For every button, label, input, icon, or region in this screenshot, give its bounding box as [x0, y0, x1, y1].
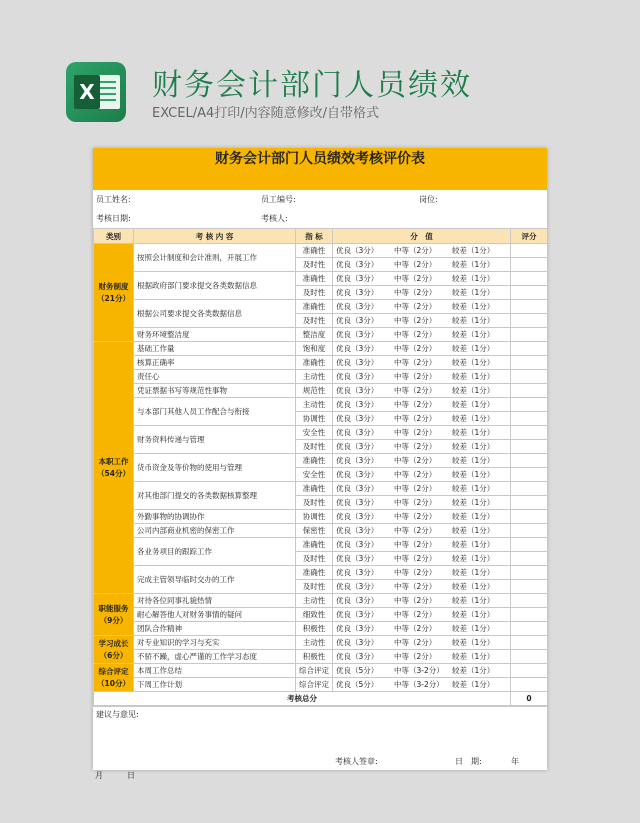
points-option: 较差（1分） — [452, 344, 495, 353]
indicator-cell: 及时性 — [296, 258, 333, 272]
indicator-cell: 细致性 — [296, 608, 333, 622]
header-category: 类别 — [94, 229, 134, 244]
table-header-row — [94, 229, 548, 244]
indicator-cell: 准确性 — [296, 454, 333, 468]
employee-id-label[interactable]: 员工编号: — [261, 195, 296, 204]
indicator-cell: 主动性 — [296, 398, 333, 412]
indicator-cell: 主动性 — [296, 594, 333, 608]
points-option: 中等（2分） — [394, 386, 437, 395]
points-cell — [333, 482, 511, 496]
score-cell[interactable] — [511, 496, 548, 510]
points-option: 较差（1分） — [452, 666, 495, 675]
points-cell — [333, 384, 511, 398]
header-points: 分 值 — [333, 229, 511, 244]
table-row — [94, 636, 548, 650]
indicator-cell: 及时性 — [296, 580, 333, 594]
indicator-cell: 综合评定 — [296, 664, 333, 678]
points-option: 优良（3分） — [336, 498, 379, 507]
points-option: 中等（2分） — [394, 638, 437, 647]
points-option: 中等（2分） — [394, 484, 437, 493]
content-cell: 下周工作计划 — [134, 678, 296, 692]
score-cell[interactable] — [511, 412, 548, 426]
points-cell — [333, 622, 511, 636]
table-row — [94, 510, 548, 524]
score-cell[interactable] — [511, 370, 548, 384]
points-option: 优良（3分） — [336, 386, 379, 395]
points-option: 优良（3分） — [336, 638, 379, 647]
points-option: 较差（1分） — [452, 484, 495, 493]
score-cell[interactable] — [511, 440, 548, 454]
points-option: 中等（3-2分） — [394, 666, 444, 675]
points-option: 较差（1分） — [452, 302, 495, 311]
header-indicator: 指 标 — [296, 229, 333, 244]
points-cell — [333, 342, 511, 356]
score-cell[interactable] — [511, 468, 548, 482]
points-option: 优良（3分） — [336, 358, 379, 367]
table-row — [94, 328, 548, 342]
points-option: 中等（2分） — [394, 288, 437, 297]
points-option: 中等（2分） — [394, 624, 437, 633]
points-option: 较差（1分） — [452, 540, 495, 549]
score-cell[interactable] — [511, 258, 548, 272]
points-cell — [333, 300, 511, 314]
points-cell — [333, 440, 511, 454]
indicator-cell: 主动性 — [296, 636, 333, 650]
table-row — [94, 538, 548, 552]
points-cell — [333, 678, 511, 692]
points-option: 优良（3分） — [336, 302, 379, 311]
points-cell — [333, 566, 511, 580]
points-option: 中等（2分） — [394, 610, 437, 619]
total-label: 考核总分 — [94, 692, 511, 706]
points-option: 较差（1分） — [452, 372, 495, 381]
points-cell — [333, 636, 511, 650]
table-row — [94, 482, 548, 496]
post-label[interactable]: 岗位: — [419, 195, 438, 204]
indicator-cell: 准确性 — [296, 356, 333, 370]
table-row — [94, 622, 548, 636]
indicator-cell: 准确性 — [296, 272, 333, 286]
points-option: 中等（2分） — [394, 316, 437, 325]
points-option: 优良（5分） — [336, 680, 379, 689]
content-cell: 公司内部商业机密的保密工作 — [134, 524, 296, 538]
score-cell[interactable] — [511, 510, 548, 524]
year-label: 年 — [511, 757, 519, 766]
score-cell[interactable] — [511, 314, 548, 328]
points-cell — [333, 272, 511, 286]
points-option: 中等（2分） — [394, 540, 437, 549]
category-cell: 财务制度 （21分） — [94, 244, 134, 342]
points-option: 中等（2分） — [394, 512, 437, 521]
points-option: 较差（1分） — [452, 610, 495, 619]
table-row — [94, 356, 548, 370]
points-cell — [333, 552, 511, 566]
points-cell — [333, 286, 511, 300]
indicator-cell: 及时性 — [296, 286, 333, 300]
points-option: 较差（1分） — [452, 316, 495, 325]
points-cell — [333, 650, 511, 664]
indicator-cell: 安全性 — [296, 468, 333, 482]
indicator-cell: 准确性 — [296, 538, 333, 552]
content-cell: 完成主管领导临时交办的工作 — [134, 566, 296, 594]
table-row — [94, 272, 548, 286]
points-option: 优良（3分） — [336, 568, 379, 577]
score-cell[interactable] — [511, 328, 548, 342]
indicator-cell: 准确性 — [296, 300, 333, 314]
points-option: 中等（2分） — [394, 526, 437, 535]
month-label: 月 — [95, 771, 103, 780]
page-subtitle: EXCEL/A4打印/内容随意修改/自带格式 — [152, 106, 380, 121]
points-option: 中等（2分） — [394, 414, 437, 423]
indicator-cell: 及时性 — [296, 552, 333, 566]
points-cell — [333, 356, 511, 370]
content-cell: 不骄不躁，虚心严谨的工作学习态度 — [134, 650, 296, 664]
indicator-cell: 积极性 — [296, 650, 333, 664]
points-option: 优良（3分） — [336, 400, 379, 409]
score-cell[interactable] — [511, 272, 548, 286]
content-cell: 耐心解答他人对财务事情的疑问 — [134, 608, 296, 622]
points-option: 中等（2分） — [394, 344, 437, 353]
excel-x-letter: X — [74, 75, 100, 109]
points-option: 优良（3分） — [336, 274, 379, 283]
points-option: 较差（1分） — [452, 330, 495, 339]
score-cell[interactable] — [511, 398, 548, 412]
indicator-cell: 准确性 — [296, 566, 333, 580]
indicator-cell: 饱和度 — [296, 342, 333, 356]
points-option: 较差（1分） — [452, 470, 495, 479]
indicator-cell: 保密性 — [296, 524, 333, 538]
total-row — [94, 692, 548, 706]
points-option: 较差（1分） — [452, 498, 495, 507]
table-row — [94, 524, 548, 538]
score-cell[interactable] — [511, 300, 548, 314]
score-cell[interactable] — [511, 608, 548, 622]
points-option: 优良（3分） — [336, 540, 379, 549]
score-cell[interactable] — [511, 552, 548, 566]
indicator-cell: 协调性 — [296, 510, 333, 524]
table-row — [94, 244, 548, 258]
points-option: 优良（5分） — [336, 666, 379, 675]
indicator-cell: 规范性 — [296, 384, 333, 398]
content-cell: 对待各位同事礼貌热情 — [134, 594, 296, 608]
indicator-cell: 及时性 — [296, 314, 333, 328]
points-cell — [333, 510, 511, 524]
table-row — [94, 650, 548, 664]
points-option: 中等（2分） — [394, 582, 437, 591]
points-option: 中等（2分） — [394, 274, 437, 283]
points-cell — [333, 594, 511, 608]
category-cell: 本职工作 （54分） — [94, 342, 134, 594]
points-cell — [333, 524, 511, 538]
score-cell[interactable] — [511, 622, 548, 636]
content-cell: 外勤事物的协调协作 — [134, 510, 296, 524]
points-option: 较差（1分） — [452, 526, 495, 535]
points-option: 较差（1分） — [452, 582, 495, 591]
header-content: 考 核 内 容 — [134, 229, 296, 244]
points-option: 优良（3分） — [336, 260, 379, 269]
content-cell: 团队合作精神 — [134, 622, 296, 636]
content-cell: 对其他部门提交的各类数据核算整理 — [134, 482, 296, 510]
table-row — [94, 426, 548, 440]
indicator-cell: 安全性 — [296, 426, 333, 440]
points-option: 中等（2分） — [394, 442, 437, 451]
points-option: 中等（2分） — [394, 246, 437, 255]
points-option: 优良（3分） — [336, 414, 379, 423]
points-option: 优良（3分） — [336, 316, 379, 325]
category-cell: 综合评定 （10分） — [94, 664, 134, 692]
evaluation-table — [93, 228, 548, 706]
table-row — [94, 370, 548, 384]
total-value[interactable]: 0 — [511, 692, 548, 706]
points-option: 优良（3分） — [336, 484, 379, 493]
points-option: 优良（3分） — [336, 596, 379, 605]
sheet-title: 财务会计部门人员绩效考核评价表 — [93, 148, 547, 190]
table-row — [94, 398, 548, 412]
indicator-cell: 及时性 — [296, 496, 333, 510]
content-cell: 与本部门其他人员工作配合与衔接 — [134, 398, 296, 426]
sign-date-label: 日 期: — [455, 757, 482, 766]
footer — [93, 706, 547, 780]
score-cell[interactable] — [511, 244, 548, 258]
points-option: 优良（3分） — [336, 512, 379, 521]
points-option: 中等（2分） — [394, 400, 437, 409]
page-title: 财务会计部门人员绩效 — [152, 68, 472, 103]
score-cell[interactable] — [511, 524, 548, 538]
points-option: 中等（2分） — [394, 330, 437, 339]
points-option: 优良（3分） — [336, 428, 379, 437]
assessment-date-label[interactable]: 考核日期: — [96, 214, 131, 223]
points-option: 较差（1分） — [452, 638, 495, 647]
evaluation-sheet — [93, 148, 547, 780]
points-cell — [333, 454, 511, 468]
points-cell — [333, 496, 511, 510]
content-cell: 基础工作量 — [134, 342, 296, 356]
points-option: 较差（1分） — [452, 442, 495, 451]
points-option: 较差（1分） — [452, 652, 495, 661]
points-cell — [333, 580, 511, 594]
score-cell[interactable] — [511, 342, 548, 356]
points-cell — [333, 398, 511, 412]
points-option: 优良（3分） — [336, 456, 379, 465]
points-option: 优良（3分） — [336, 526, 379, 535]
points-option: 中等（2分） — [394, 302, 437, 311]
points-option: 较差（1分） — [452, 428, 495, 437]
header-score: 评分 — [511, 229, 548, 244]
points-option: 中等（2分） — [394, 470, 437, 479]
indicator-cell: 整洁度 — [296, 328, 333, 342]
points-option: 优良（3分） — [336, 582, 379, 591]
score-cell[interactable] — [511, 678, 548, 692]
table-row — [94, 300, 548, 314]
assessor-label[interactable]: 考核人: — [261, 214, 288, 223]
points-option: 中等（2分） — [394, 260, 437, 269]
points-option: 较差（1分） — [452, 400, 495, 409]
points-option: 中等（2分） — [394, 554, 437, 563]
content-cell: 本周工作总结 — [134, 664, 296, 678]
score-cell[interactable] — [511, 482, 548, 496]
points-cell — [333, 258, 511, 272]
advice-label[interactable]: 建议与意见: — [96, 710, 139, 719]
content-cell: 凭证票据书写等规范性事物 — [134, 384, 296, 398]
points-option: 优良（3分） — [336, 470, 379, 479]
category-cell: 职能服务 （9分） — [94, 594, 134, 636]
indicator-cell: 主动性 — [296, 370, 333, 384]
score-cell[interactable] — [511, 580, 548, 594]
points-cell — [333, 468, 511, 482]
points-option: 较差（1分） — [452, 512, 495, 521]
points-option: 中等（2分） — [394, 358, 437, 367]
signer-label[interactable]: 考核人签章: — [335, 757, 378, 766]
points-option: 中等（2分） — [394, 498, 437, 507]
points-option: 优良（3分） — [336, 372, 379, 381]
points-option: 优良（3分） — [336, 624, 379, 633]
points-option: 较差（1分） — [452, 596, 495, 605]
table-row — [94, 678, 548, 692]
points-option: 优良（3分） — [336, 442, 379, 451]
indicator-cell: 综合评定 — [296, 678, 333, 692]
table-row — [94, 454, 548, 468]
score-cell[interactable] — [511, 650, 548, 664]
points-option: 较差（1分） — [452, 246, 495, 255]
points-option: 较差（1分） — [452, 260, 495, 269]
points-option: 优良（3分） — [336, 554, 379, 563]
table-row — [94, 608, 548, 622]
score-cell[interactable] — [511, 664, 548, 678]
table-row — [94, 594, 548, 608]
points-option: 较差（1分） — [452, 414, 495, 423]
points-option: 较差（1分） — [452, 386, 495, 395]
content-cell: 责任心 — [134, 370, 296, 384]
score-cell[interactable] — [511, 356, 548, 370]
indicator-cell: 协调性 — [296, 412, 333, 426]
content-cell: 根据政府部门要求提交各类数据信息 — [134, 272, 296, 300]
points-option: 优良（3分） — [336, 246, 379, 255]
table-row — [94, 566, 548, 580]
info-row-1 — [93, 190, 547, 209]
points-option: 较差（1分） — [452, 274, 495, 283]
points-cell — [333, 664, 511, 678]
indicator-cell: 准确性 — [296, 244, 333, 258]
score-cell[interactable] — [511, 286, 548, 300]
indicator-cell: 及时性 — [296, 440, 333, 454]
points-cell — [333, 412, 511, 426]
score-cell[interactable] — [511, 636, 548, 650]
content-cell: 财务环境整洁度 — [134, 328, 296, 342]
indicator-cell: 准确性 — [296, 482, 333, 496]
points-option: 中等（2分） — [394, 568, 437, 577]
points-option: 较差（1分） — [452, 554, 495, 563]
points-option: 较差（1分） — [452, 288, 495, 297]
points-option: 优良（3分） — [336, 610, 379, 619]
points-option: 中等（2分） — [394, 596, 437, 605]
category-cell: 学习成长 （6分） — [94, 636, 134, 664]
points-cell — [333, 608, 511, 622]
points-option: 较差（1分） — [452, 680, 495, 689]
points-option: 较差（1分） — [452, 358, 495, 367]
content-cell: 核算正确率 — [134, 356, 296, 370]
score-cell[interactable] — [511, 384, 548, 398]
score-cell[interactable] — [511, 538, 548, 552]
content-cell: 货币资金及等价物的使用与管理 — [134, 454, 296, 482]
score-cell[interactable] — [511, 566, 548, 580]
points-option: 优良（3分） — [336, 330, 379, 339]
score-cell[interactable] — [511, 426, 548, 440]
points-cell — [333, 244, 511, 258]
day-label: 日 — [127, 771, 135, 780]
score-cell[interactable] — [511, 594, 548, 608]
table-row — [94, 664, 548, 678]
content-cell: 对专业知识的学习与充实 — [134, 636, 296, 650]
points-option: 中等（3-2分） — [394, 680, 444, 689]
points-option: 较差（1分） — [452, 568, 495, 577]
indicator-cell: 积极性 — [296, 622, 333, 636]
excel-icon — [66, 62, 126, 122]
points-cell — [333, 328, 511, 342]
points-cell — [333, 538, 511, 552]
content-cell: 根据公司要求提交各类数据信息 — [134, 300, 296, 328]
content-cell: 按照会计制度和会计准则，开展工作 — [134, 244, 296, 272]
banner — [0, 0, 640, 140]
employee-name-label[interactable]: 员工姓名: — [96, 195, 131, 204]
points-option: 中等（2分） — [394, 456, 437, 465]
points-option: 中等（2分） — [394, 372, 437, 381]
points-option: 优良（3分） — [336, 652, 379, 661]
content-cell: 财务资料传递与管理 — [134, 426, 296, 454]
table-body — [94, 244, 548, 692]
points-option: 优良（3分） — [336, 344, 379, 353]
points-option: 优良（3分） — [336, 288, 379, 297]
points-option: 较差（1分） — [452, 624, 495, 633]
table-row — [94, 342, 548, 356]
table-row — [94, 384, 548, 398]
points-option: 中等（2分） — [394, 428, 437, 437]
score-cell[interactable] — [511, 454, 548, 468]
points-cell — [333, 370, 511, 384]
content-cell: 各业务项目的跟踪工作 — [134, 538, 296, 566]
info-row-2 — [93, 209, 547, 228]
points-option: 中等（2分） — [394, 652, 437, 661]
points-option: 较差（1分） — [452, 456, 495, 465]
points-cell — [333, 314, 511, 328]
points-cell — [333, 426, 511, 440]
